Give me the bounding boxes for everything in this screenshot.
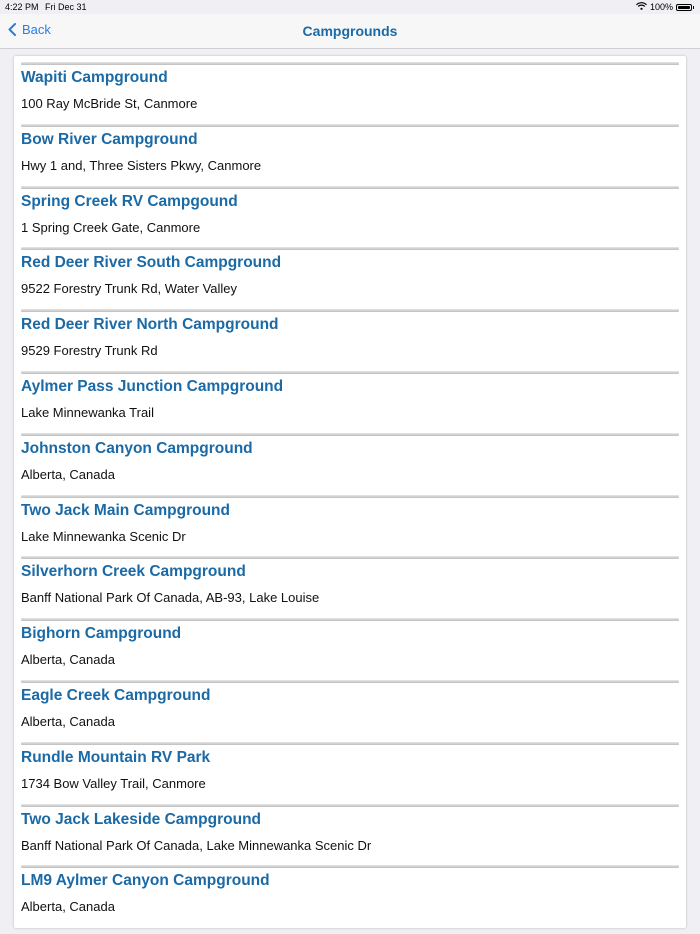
- row-divider: [21, 742, 679, 745]
- campground-address: 100 Ray McBride St, Canmore: [21, 96, 198, 111]
- list-item[interactable]: [14, 365, 686, 427]
- campground-name[interactable]: Aylmer Pass Junction Campground: [21, 377, 284, 395]
- campground-address: Hwy 1 and, Three Sisters Pkwy, Canmore: [21, 157, 262, 173]
- list-item[interactable]: [14, 427, 686, 489]
- row-divider: [21, 124, 679, 127]
- list-item[interactable]: [14, 118, 686, 180]
- row-divider: [21, 618, 679, 621]
- row-divider: [21, 680, 679, 683]
- row-divider: [21, 371, 679, 374]
- list-item[interactable]: [14, 612, 686, 674]
- campground-name[interactable]: Bighorn Campground: [21, 625, 182, 643]
- campground-address: Alberta, Canada: [21, 466, 115, 482]
- campground-name[interactable]: Spring Creek RV Campgound: [21, 192, 238, 210]
- list-item[interactable]: [14, 241, 686, 303]
- page-title: Campgrounds: [302, 23, 398, 39]
- campground-address: Alberta, Canada: [21, 652, 115, 668]
- campground-name[interactable]: Eagle Creek Campground: [21, 686, 211, 704]
- row-divider: [21, 865, 679, 868]
- campground-name[interactable]: Rundle Mountain RV Park: [21, 748, 211, 766]
- status-bar: [0, 0, 700, 14]
- row-divider: [21, 556, 679, 559]
- battery-percent: 100%: [649, 2, 673, 12]
- wifi-icon: [636, 2, 647, 12]
- navigation-bar: [0, 14, 700, 49]
- campground-address: 1734 Bow Valley Trail, Canmore: [21, 775, 206, 791]
- campground-address: 9529 Forestry Trunk Rd: [21, 343, 158, 359]
- campground-address: 9522 Forestry Trunk Rd, Water Valley: [21, 281, 238, 297]
- row-divider: [21, 804, 679, 807]
- list-item[interactable]: [14, 489, 686, 551]
- campground-address: Banff National Park Of Canada, Lake Minnewanka Scenic Dr: [21, 837, 372, 853]
- status-time: 4:22 PM: [5, 2, 39, 12]
- row-divider: [21, 62, 679, 65]
- campground-address: Alberta, Canada: [21, 713, 115, 729]
- campground-name[interactable]: LM9 Aylmer Canyon Campground: [21, 872, 270, 890]
- list-item[interactable]: [14, 859, 686, 921]
- campground-name[interactable]: Two Jack Main Campground: [21, 501, 230, 519]
- campground-name[interactable]: Red Deer River South Campground: [21, 254, 282, 272]
- campground-name[interactable]: Bow River Campground: [21, 130, 198, 148]
- list-item[interactable]: [14, 674, 686, 736]
- back-label: Back: [22, 22, 51, 37]
- campground-address: Lake Minnewanka Scenic Dr: [21, 528, 186, 544]
- campground-list: [14, 56, 686, 928]
- campground-address: Alberta, Canada: [21, 899, 115, 915]
- row-divider: [21, 247, 679, 250]
- status-date: Fri Dec 31: [45, 2, 87, 12]
- list-item[interactable]: [14, 550, 686, 612]
- row-divider: [21, 433, 679, 436]
- campground-address: 1 Spring Creek Gate, Canmore: [21, 219, 201, 235]
- campground-name[interactable]: Two Jack Lakeside Campground: [21, 810, 262, 828]
- list-item[interactable]: [14, 303, 686, 365]
- list-item[interactable]: [14, 180, 686, 242]
- row-divider: [21, 186, 679, 189]
- campground-address: Lake Minnewanka Trail: [21, 404, 154, 420]
- campground-name[interactable]: Red Deer River North Campground: [21, 316, 279, 334]
- campground-address: Banff National Park Of Canada, AB-93, Lake Louise: [21, 590, 320, 606]
- list-item[interactable]: [14, 56, 686, 118]
- campground-name[interactable]: Silverhorn Creek Campground: [21, 563, 246, 581]
- list-item[interactable]: [14, 736, 686, 798]
- row-divider: [21, 495, 679, 498]
- status-right: [636, 2, 692, 12]
- battery-icon: [676, 4, 692, 11]
- list-item[interactable]: [14, 798, 686, 860]
- campground-name[interactable]: Wapiti Campground: [21, 69, 168, 86]
- row-divider: [21, 309, 679, 312]
- campground-name[interactable]: Johnston Canyon Campground: [21, 439, 253, 457]
